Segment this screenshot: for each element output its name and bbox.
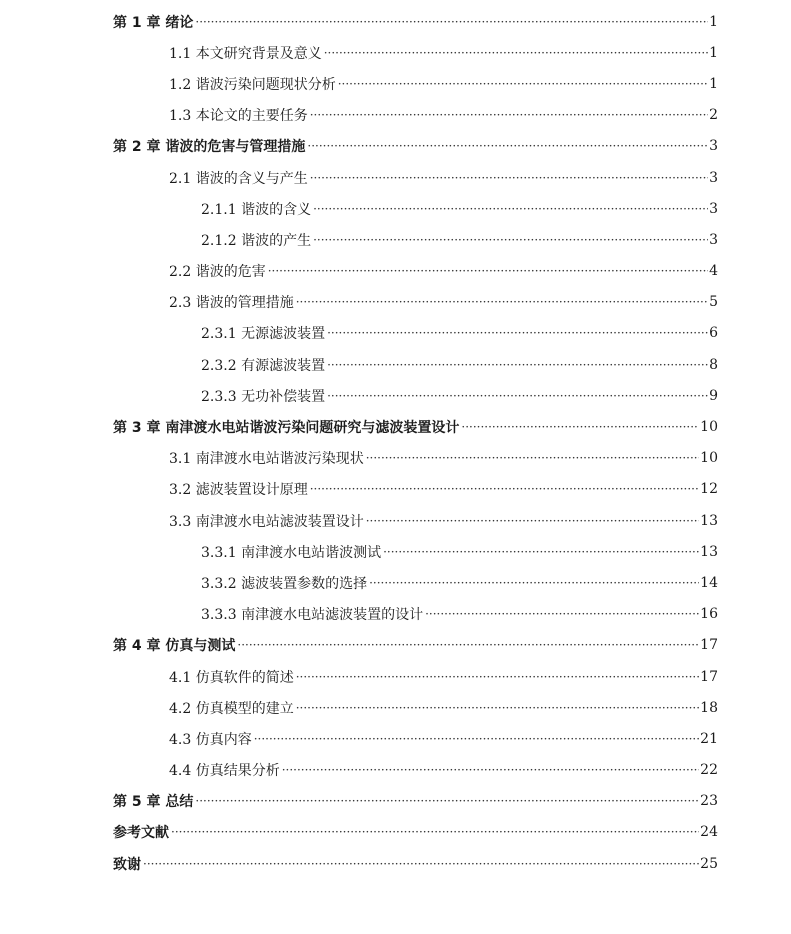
toc-entry-page-number: 1	[709, 13, 718, 30]
toc-entry[interactable]	[0, 692, 791, 723]
toc-entry-title: 第 3 章 南津渡水电站谐波污染问题研究与滤波装置设计	[113, 420, 460, 437]
toc-dot-leader	[313, 233, 708, 247]
toc-entry-page-number: 24	[700, 824, 718, 841]
toc-entry[interactable]	[0, 536, 791, 567]
toc-entry-title: 2.3.3 无功补偿装置	[201, 388, 326, 405]
toc-dot-leader	[327, 358, 708, 372]
toc-entry[interactable]	[0, 474, 791, 505]
toc-dot-leader	[296, 701, 699, 715]
toc-entry-title: 1.2 谐波污染问题现状分析	[169, 76, 336, 93]
toc-dot-leader	[425, 607, 699, 621]
toc-entry-page-number: 17	[700, 637, 718, 654]
toc-entry-page-number: 2	[709, 107, 718, 124]
toc-entry-title: 致谢	[113, 856, 141, 873]
toc-entry[interactable]	[0, 567, 791, 598]
toc-entry-page-number: 3	[709, 138, 718, 155]
toc-entry-page-number: 10	[700, 419, 718, 436]
toc-dot-leader	[327, 389, 708, 403]
toc-entry-page-number: 21	[700, 730, 718, 747]
toc-entry-title: 4.3 仿真内容	[169, 731, 252, 748]
toc-dot-leader	[366, 514, 699, 528]
toc-entry-page-number: 1	[709, 75, 718, 92]
toc-entry[interactable]	[0, 443, 791, 474]
toc-entry-page-number: 8	[709, 356, 718, 373]
toc-dot-leader	[327, 326, 708, 340]
toc-entry[interactable]	[0, 848, 791, 879]
toc-entry-page-number: 13	[700, 512, 718, 529]
toc-entry-page-number: 5	[709, 294, 718, 311]
toc-entry-title: 2.3.2 有源滤波装置	[201, 357, 326, 374]
toc-entry-title: 4.2 仿真模型的建立	[169, 700, 294, 717]
toc-entry[interactable]	[0, 661, 791, 692]
toc-entry-title: 4.4 仿真结果分析	[169, 763, 280, 780]
table-of-contents	[0, 6, 791, 879]
toc-entry-title: 3.3 南津渡水电站滤波装置设计	[169, 513, 364, 530]
toc-entry[interactable]	[0, 411, 791, 442]
toc-dot-leader	[338, 77, 708, 91]
toc-entry-title: 第 4 章 仿真与测试	[113, 638, 236, 655]
toc-dot-leader	[310, 171, 708, 185]
toc-entry[interactable]	[0, 162, 791, 193]
toc-entry-page-number: 12	[700, 481, 718, 498]
toc-entry-title: 2.1.2 谐波的产生	[201, 232, 312, 249]
toc-entry-title: 第 2 章 谐波的危害与管理措施	[113, 139, 306, 156]
toc-dot-leader	[313, 202, 708, 216]
toc-entry-title: 3.3.2 滤波装置参数的选择	[201, 575, 368, 592]
toc-dot-leader	[324, 46, 708, 60]
toc-entry-title: 3.1 南津渡水电站谐波污染现状	[169, 451, 364, 468]
toc-dot-leader	[366, 451, 699, 465]
toc-entry[interactable]	[0, 723, 791, 754]
toc-entry[interactable]	[0, 256, 791, 287]
toc-dot-leader	[171, 825, 699, 839]
toc-entry[interactable]	[0, 318, 791, 349]
toc-entry-page-number: 1	[709, 44, 718, 61]
toc-dot-leader	[383, 545, 699, 559]
toc-entry-page-number: 17	[700, 668, 718, 685]
toc-entry-page-number: 9	[709, 387, 718, 404]
toc-dot-leader	[296, 295, 708, 309]
toc-entry-page-number: 3	[709, 169, 718, 186]
toc-entry-page-number: 4	[709, 263, 718, 280]
toc-dot-leader	[254, 732, 699, 746]
toc-entry-title: 3.2 滤波装置设计原理	[169, 482, 308, 499]
toc-entry-page-number: 25	[700, 855, 718, 872]
toc-entry-title: 2.1 谐波的含义与产生	[169, 170, 308, 187]
toc-entry[interactable]	[0, 224, 791, 255]
toc-entry-page-number: 16	[700, 606, 718, 623]
toc-entry-title: 2.2 谐波的危害	[169, 264, 266, 281]
toc-entry-title: 2.3.1 无源滤波装置	[201, 326, 326, 343]
toc-entry[interactable]	[0, 380, 791, 411]
toc-entry-page-number: 13	[700, 543, 718, 560]
toc-dot-leader	[296, 670, 699, 684]
toc-entry-title: 参考文献	[113, 825, 169, 842]
toc-dot-leader	[369, 576, 699, 590]
toc-entry[interactable]	[0, 193, 791, 224]
toc-entry-title: 2.3 谐波的管理措施	[169, 295, 294, 312]
toc-entry[interactable]	[0, 599, 791, 630]
toc-entry-title: 1.3 本论文的主要任务	[169, 108, 308, 125]
toc-entry-title: 3.3.1 南津渡水电站谐波测试	[201, 544, 382, 561]
toc-dot-leader	[310, 482, 699, 496]
toc-dot-leader	[307, 139, 708, 153]
toc-entry-page-number: 10	[700, 450, 718, 467]
toc-entry[interactable]	[0, 100, 791, 131]
toc-entry-page-number: 23	[700, 793, 718, 810]
toc-entry-page-number: 6	[709, 325, 718, 342]
toc-dot-leader	[282, 763, 699, 777]
toc-entry-page-number: 22	[700, 762, 718, 779]
toc-entry-title: 第 1 章 绪论	[113, 14, 194, 31]
toc-dot-leader	[461, 420, 699, 434]
toc-entry-title: 1.1 本文研究背景及意义	[169, 45, 322, 62]
toc-entry[interactable]	[0, 349, 791, 380]
toc-entry-title: 4.1 仿真软件的简述	[169, 669, 294, 686]
toc-entry-page-number: 3	[709, 200, 718, 217]
toc-entry[interactable]	[0, 630, 791, 661]
toc-entry-page-number: 18	[700, 699, 718, 716]
toc-entry-page-number: 3	[709, 231, 718, 248]
toc-dot-leader	[268, 264, 708, 278]
toc-dot-leader	[195, 794, 699, 808]
toc-entry-page-number: 14	[700, 574, 718, 591]
toc-entry[interactable]	[0, 786, 791, 817]
toc-entry[interactable]	[0, 817, 791, 848]
toc-dot-leader	[310, 108, 708, 122]
toc-dot-leader	[237, 638, 699, 652]
toc-entry[interactable]	[0, 37, 791, 68]
toc-dot-leader	[195, 15, 708, 29]
toc-entry-title: 第 5 章 总结	[113, 794, 194, 811]
toc-entry-title: 3.3.3 南津渡水电站滤波装置的设计	[201, 607, 424, 624]
toc-entry[interactable]	[0, 505, 791, 536]
toc-entry[interactable]	[0, 131, 791, 162]
toc-entry[interactable]	[0, 287, 791, 318]
toc-entry[interactable]	[0, 755, 791, 786]
toc-entry-title: 2.1.1 谐波的含义	[201, 201, 312, 218]
toc-entry[interactable]	[0, 68, 791, 99]
toc-entry[interactable]	[0, 6, 791, 37]
toc-dot-leader	[143, 857, 699, 871]
